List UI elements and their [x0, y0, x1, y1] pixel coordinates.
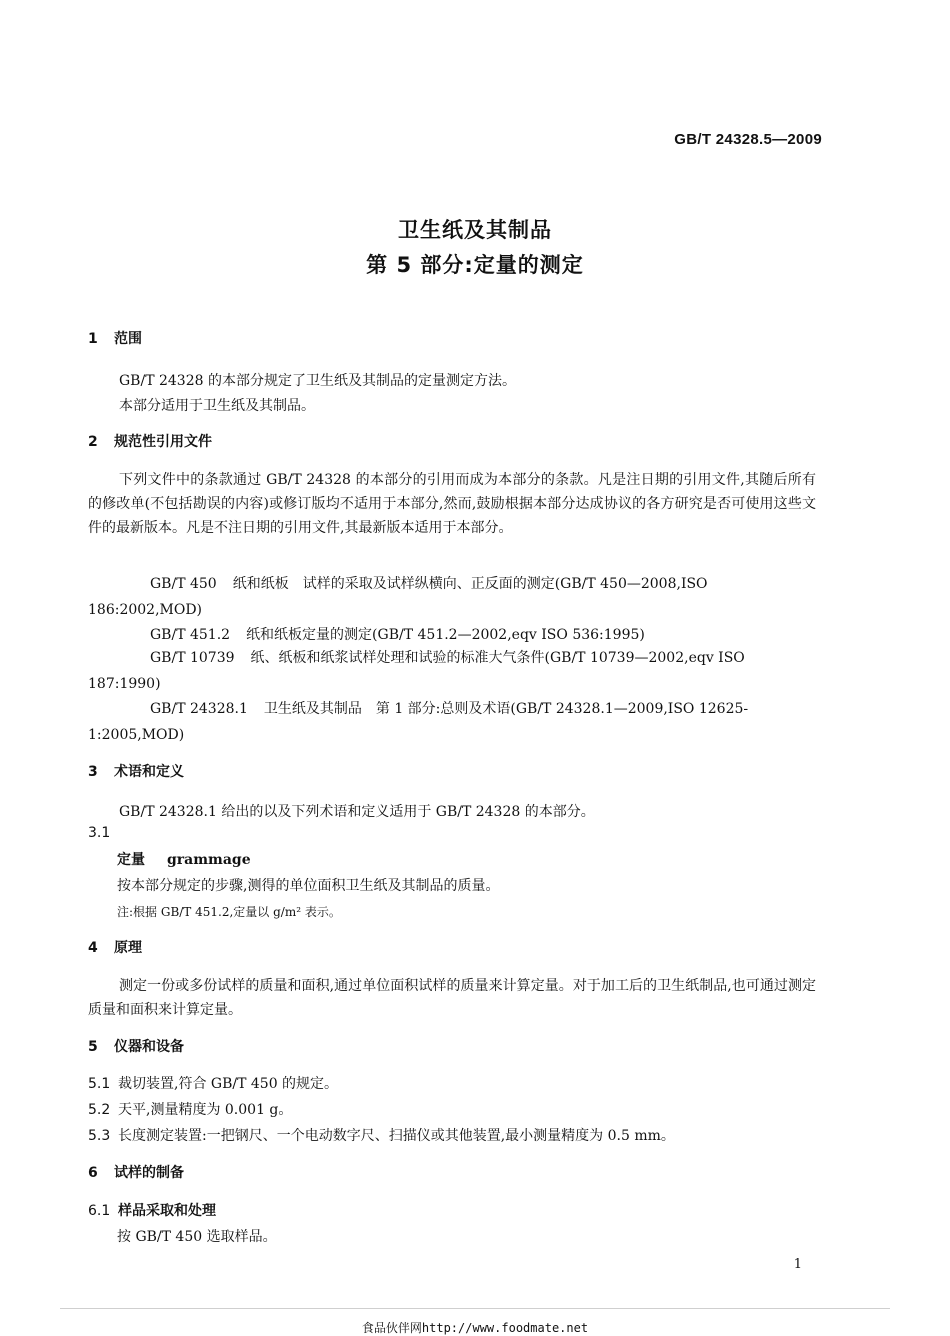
apparatus-item — [88, 1073, 338, 1093]
section-3-intro: GB/T 24328.1 给出的以及下列术语和定义适用于 GB/T 24328 的本部分。 — [119, 804, 595, 820]
reference-code: GB/T 10739 — [150, 650, 235, 666]
section-title: 规范性引用文件 — [114, 434, 212, 450]
section-title: 术语和定义 — [114, 764, 184, 780]
normative-reference — [88, 571, 816, 623]
normative-reference — [88, 696, 816, 748]
item-text: 天平,测量精度为 0.001 g。 — [118, 1102, 293, 1118]
document-title: 卫生纸及其制品 — [398, 218, 552, 242]
page-number: 1 — [793, 1257, 802, 1272]
reference-code: GB/T 450 — [150, 576, 217, 592]
document-subtitle: 第 5 部分:定量的测定 — [366, 253, 584, 277]
section-4-text: 测定一份或多份试样的质量和面积,通过单位面积试样的质量来计算定量。对于加工后的卫生纸制品,也可通过测定质量和面积来计算定量。 — [88, 978, 816, 1018]
term-definition: 按本部分规定的步骤,测得的单位面积卫生纸及其制品的质量。 — [117, 878, 500, 894]
apparatus-item — [88, 1125, 675, 1145]
section-1-heading — [88, 328, 142, 348]
section-title: 范围 — [114, 331, 142, 347]
section-1-paragraph: GB/T 24328 的本部分规定了卫生纸及其制品的定量测定方法。 — [119, 373, 516, 389]
subsection-title: 样品采取和处理 — [118, 1203, 216, 1219]
section-3-heading — [88, 761, 184, 781]
standard-number: GB/T 24328.5—2009 — [674, 131, 822, 148]
reference-code: GB/T 451.2 — [150, 627, 231, 643]
reference-text: 纸和纸板定量的测定(GB/T 451.2—2002,eqv ISO 536:1995) — [246, 627, 645, 643]
subsection-number — [88, 825, 118, 841]
item-number: 5.3 — [88, 1128, 111, 1144]
footer-divider — [60, 1308, 890, 1309]
section-6-heading — [88, 1162, 184, 1182]
normative-reference — [88, 645, 816, 697]
section-5-heading — [88, 1036, 184, 1056]
item-number: 5.2 — [88, 1102, 111, 1118]
reference-text: 纸和纸板 试样的采取及试样纵横向、正反面的测定(GB/T 450—2008,ISO 186:2002,MOD) — [88, 576, 708, 618]
section-2-heading — [88, 431, 212, 451]
reference-code: GB/T 24328.1 — [150, 701, 248, 717]
item-text: 裁切装置,符合 GB/T 450 的规定。 — [118, 1076, 339, 1092]
section-number: 2 — [88, 434, 98, 450]
footer-watermark: 食品伙伴网http://www.foodmate.net — [361, 1321, 589, 1335]
item-number: 5.1 — [88, 1076, 111, 1092]
term-chinese: 定量 — [117, 852, 145, 868]
section-6-1-text: 按 GB/T 450 选取样品。 — [117, 1229, 277, 1245]
section-4-heading — [88, 937, 142, 957]
section-number: 6 — [88, 1165, 98, 1181]
subsection-3-1-number: 3.1 — [88, 825, 111, 841]
section-1-paragraph: 本部分适用于卫生纸及其制品。 — [119, 398, 315, 414]
reference-text: 纸、纸板和纸浆试样处理和试验的标准大气条件(GB/T 10739—2002,eqv ISO 187:1990) — [88, 650, 745, 692]
term-entry — [117, 849, 251, 869]
section-number: 3 — [88, 764, 98, 780]
section-title: 原理 — [114, 940, 142, 956]
section-title: 试样的制备 — [114, 1165, 184, 1181]
section-title: 仪器和设备 — [114, 1039, 184, 1055]
section-number: 5 — [88, 1039, 98, 1055]
section-2-intro: 下列文件中的条款通过 GB/T 24328 的本部分的引用而成为本部分的条款。凡是注日期的引用文件,其随后所有的修改单(不包括勘误的内容)或修订版均不适用于本部分,然而,鼓励根据本部分达成协议的各方研究是否可使用这些文件的最新版本。凡是不注日期的引用文件,其最新版本适用于本部分。 — [88, 472, 816, 536]
subsection-6-1-heading — [88, 1200, 216, 1220]
section-number: 4 — [88, 940, 98, 956]
term-english: grammage — [167, 852, 251, 868]
section-number: 1 — [88, 331, 98, 347]
item-text: 长度测定装置:一把钢尺、一个电动数字尺、扫描仪或其他装置,最小测量精度为 0.5 mm。 — [118, 1128, 675, 1144]
reference-text: 卫生纸及其制品 第 1 部分:总则及术语(GB/T 24328.1—2009,ISO 12625-1:2005,MOD) — [88, 701, 749, 743]
term-note: 注:根据 GB/T 451.2,定量以 g/m² 表示。 — [117, 905, 341, 919]
subsection-number: 6.1 — [88, 1203, 111, 1219]
apparatus-item — [88, 1099, 292, 1119]
